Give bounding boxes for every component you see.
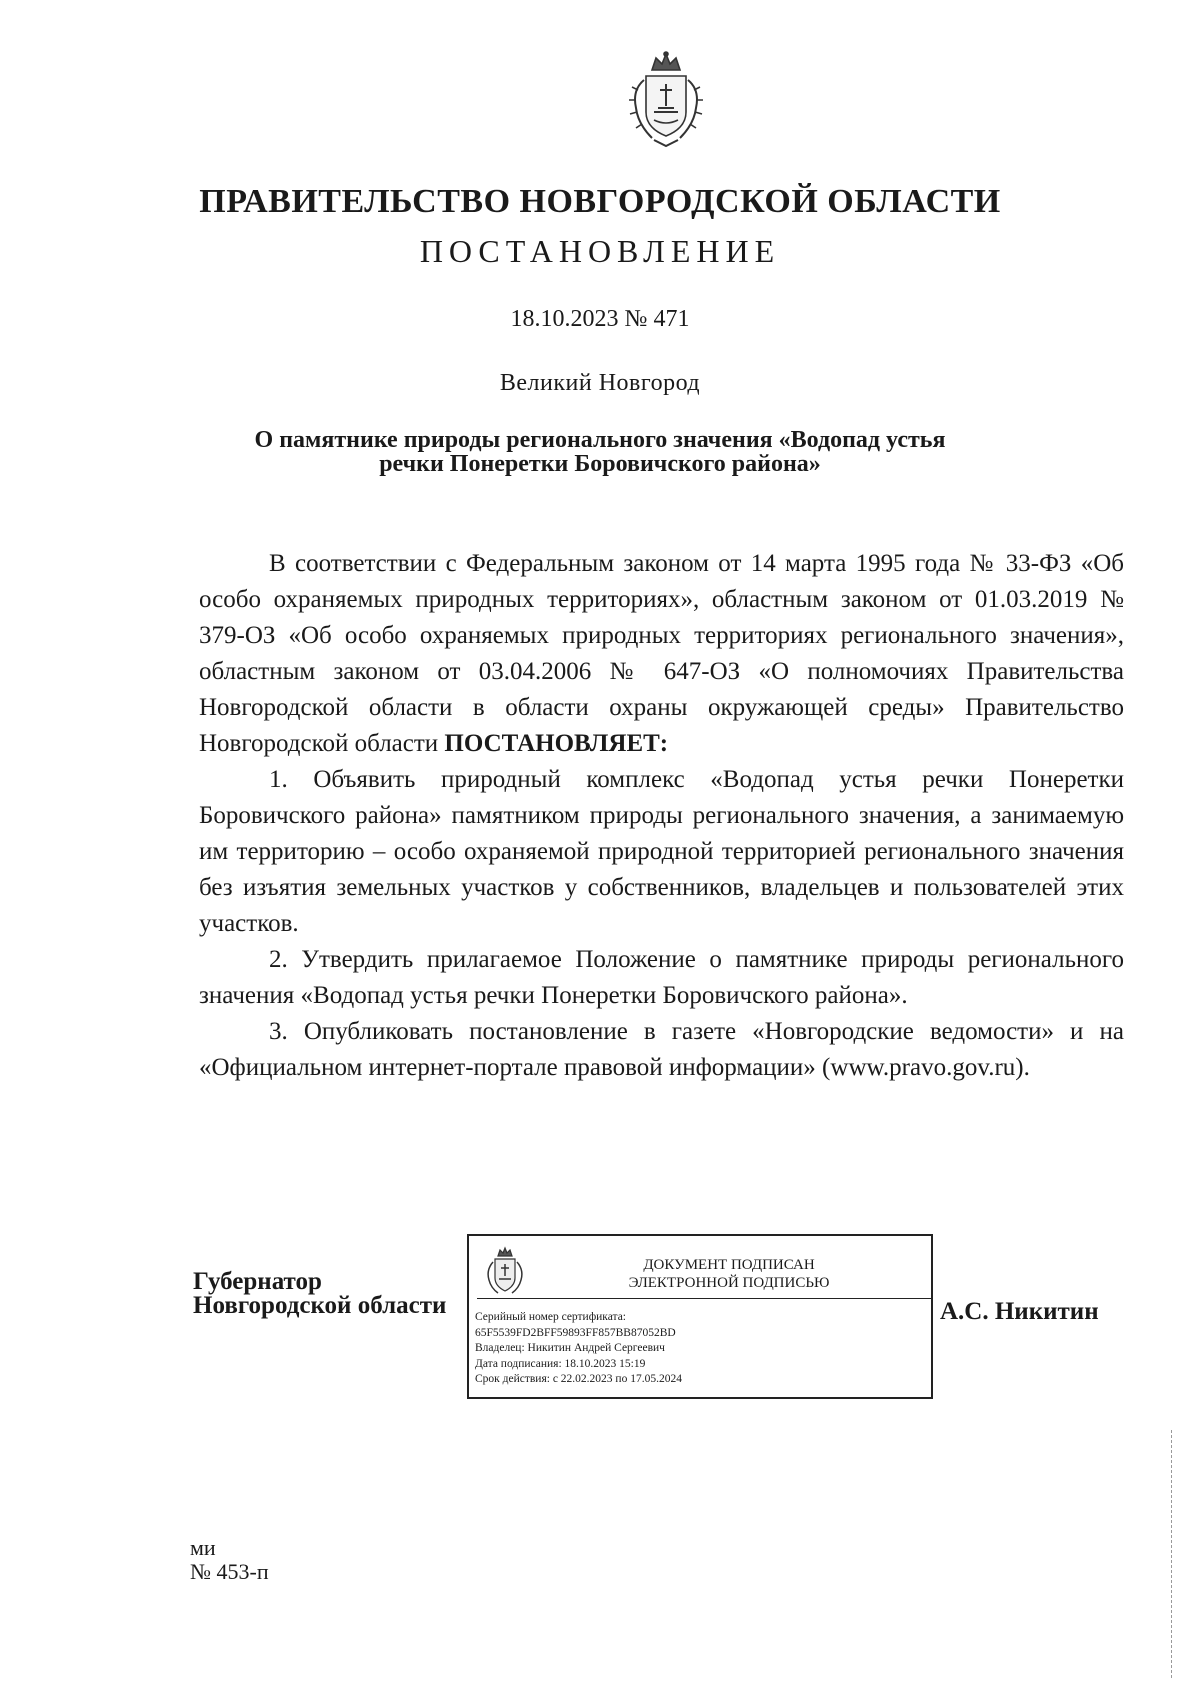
footer-initials: ми <box>190 1535 216 1560</box>
resolution-item: 3. Опубликовать постановление в газете «Новгородские ведомости» и на «Официальном интернет-портале правовой информации» (www.pravo.gov.ru). <box>199 1018 1124 1081</box>
government-name: ПРАВИТЕЛЬСТВО НОВГОРОДСКОЙ ОБЛАСТИ <box>199 183 1001 220</box>
document-subject <box>150 428 1050 476</box>
signatory-name: А.С. Никитин <box>940 1298 1099 1325</box>
certificate-serial-label: Серийный номер сертификата: <box>475 1311 626 1323</box>
footer-number: № 453-п <box>190 1559 269 1584</box>
signatory-role <box>193 1270 446 1318</box>
document-type: ПОСТАНОВЛЕНИЕ <box>419 233 781 269</box>
scan-edge-mark <box>1170 1430 1173 1680</box>
document-date-number: 18.10.2023 № 471 <box>510 306 690 332</box>
resolves-word: ПОСТАНОВЛЯЕТ: <box>444 730 669 757</box>
certificate-serial: 65F5539FD2BFF59893FF857BB87052BD <box>475 1326 676 1339</box>
coat-of-arms-icon <box>483 1246 527 1298</box>
subject-line: речки Понеретки Боровичского района» <box>379 451 821 477</box>
resolution-item: 2. Утвердить прилагаемое Положение о памятнике природы регионального значения «Водопад устья речки Понеретки Боровичского района». <box>199 946 1124 1009</box>
resolution-item: 1. Объявить природный комплекс «Водопад устья речки Понеретки Боровичского района» памятником природы регионального значения, а занимаемую им территорию – особо охраняемой природной территорией регионального значения без изъятия земельных участков у собственников, владельцев и пользователей этих участков. <box>199 766 1124 937</box>
electronic-signature-stamp <box>467 1234 933 1399</box>
stamp-details <box>475 1310 682 1388</box>
subject-line: О памятнике природы регионального значения «Водопад устья <box>254 427 946 453</box>
stamp-heading-line: ЭЛЕКТРОННОЙ ПОДПИСЬЮ <box>628 1275 830 1291</box>
coat-of-arms-icon <box>624 50 708 150</box>
document-body <box>199 546 1124 1086</box>
preamble-text: В соответствии с Федеральным законом от 14 марта 1995 года № 33-ФЗ «Об особо охраняемых природных территориях», областным законом от 01.03.2019 № 379-ОЗ «Об особо охраняемых природных территориях регионального значения», областным законом от 03.04.2006 № 647-ОЗ «О полномочиях Правительства Новгородской области в области охраны окружающей среды» Правительство Новгородской области <box>199 550 1124 757</box>
signing-date: Дата подписания: 18.10.2023 15:19 <box>475 1357 646 1370</box>
certificate-validity: Срок действия: с 22.02.2023 по 17.05.2024 <box>475 1373 682 1385</box>
signatory-role-line: Губернатор <box>193 1268 322 1295</box>
certificate-owner: Владелец: Никитин Андрей Сергеевич <box>475 1342 665 1354</box>
footer-note <box>190 1536 269 1584</box>
document-city: Великий Новгород <box>499 370 701 396</box>
preamble-paragraph <box>199 546 1124 762</box>
signatory-role-line: Новгородской области <box>193 1292 447 1319</box>
stamp-divider <box>477 1298 931 1299</box>
stamp-heading-line: ДОКУМЕНТ ПОДПИСАН <box>643 1257 815 1273</box>
stamp-heading <box>539 1256 919 1292</box>
